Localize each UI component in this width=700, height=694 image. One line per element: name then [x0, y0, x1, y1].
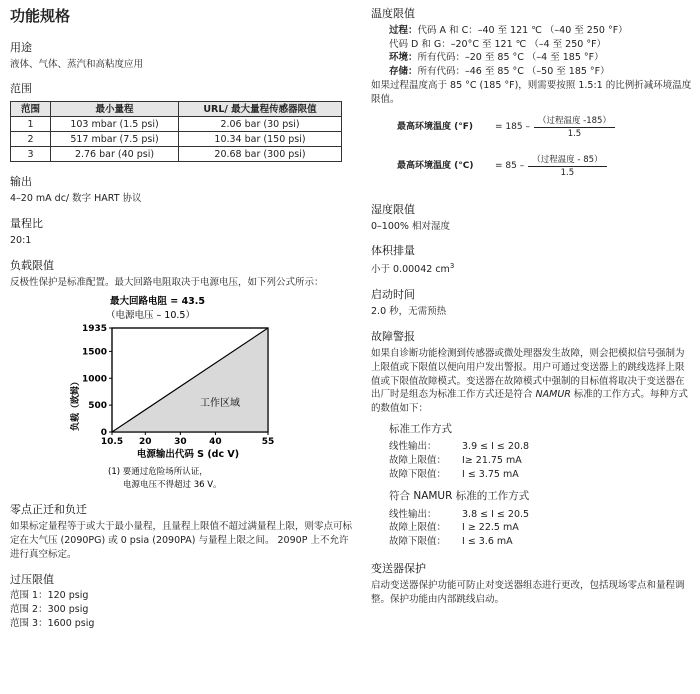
- formula-fahrenheit: [397, 115, 693, 141]
- x-tick-label: 20: [139, 436, 152, 447]
- x-tick-label: 55: [261, 436, 275, 447]
- mode-key: 故障下限值：: [389, 468, 447, 480]
- list-item: [389, 508, 693, 522]
- startup-text: 2.0 秒，无需预热: [371, 306, 447, 318]
- temp-storage-label: 存储：: [389, 66, 418, 78]
- load-chart-svg: [10, 294, 355, 494]
- list-item: [389, 521, 693, 535]
- y-tick-label: 1500: [81, 346, 107, 357]
- table-row: [11, 132, 342, 147]
- temp-storage-line: [371, 65, 693, 79]
- footnote-line2: 电源电压不得超过 36 V。: [123, 479, 222, 490]
- protection-heading: 变送器保护: [371, 561, 426, 575]
- mode-value: 3.9 ≤ I ≤ 20.8: [462, 441, 530, 453]
- table-cell: 10.34 bar (150 psi): [179, 132, 342, 147]
- mode-value: I≥ 21.75 mA: [462, 454, 522, 466]
- range-heading: 范围: [10, 82, 32, 96]
- startup-heading: 启动时间: [371, 288, 415, 302]
- temp-process-label: 过程：: [389, 24, 418, 36]
- mode-value: I ≤ 3.6 mA: [462, 536, 513, 548]
- turndown-text: 20:1: [10, 235, 32, 247]
- overpressure-line: 范围 1：120 psig: [10, 590, 89, 602]
- volume-text: 小于 0.00042 cm: [371, 264, 450, 276]
- mode-value: 3.8 ≤ I ≤ 20.5: [462, 508, 530, 520]
- range-table-header: [11, 102, 342, 117]
- formula-f-numerator: （过程温度 -185）: [534, 115, 615, 128]
- table-cell: 2.06 bar (30 psi): [179, 117, 342, 132]
- temp-process-text: 代码 A 和 C：–40 至 121 ℃ （–40 至 250 °F）: [417, 24, 628, 36]
- temperature-heading: 温度限值: [371, 7, 415, 20]
- mode-key: 故障下限值：: [389, 536, 447, 548]
- overpressure-heading: 过压限值: [10, 572, 54, 586]
- y-tick-label: 500: [88, 400, 107, 411]
- right-column: [371, 6, 693, 606]
- temp-ambient-text: 所有代码：–20 至 85 °C （–4 至 185 °F）: [417, 52, 604, 64]
- table-row: [11, 117, 342, 132]
- standard-mode-title: 标准工作方式: [389, 422, 452, 435]
- x-tick-label: 30: [174, 436, 187, 447]
- left-column: [10, 6, 355, 631]
- temp-process-line: [371, 24, 693, 38]
- failure-heading: 故障警报: [371, 330, 415, 344]
- page-title: 功能规格: [10, 7, 71, 25]
- formula-c-denominator: 1.5: [560, 168, 575, 179]
- y-axis-label: 负载（欧姆）: [71, 376, 81, 431]
- usage-text: 液体、气体、蒸汽和高粘度应用: [10, 58, 144, 70]
- formula-celsius: [397, 154, 693, 180]
- volume-line: [371, 261, 693, 277]
- range-table: [10, 101, 342, 162]
- footnote-line1: (1) 要通过危险场所认证，: [108, 466, 208, 477]
- load-formula-line2: （电源电压 – 10.5）: [106, 309, 195, 321]
- load-text: 反极性保护是标准配置。最大回路电阻取决于电源电压，如下列公式所示：: [10, 276, 324, 288]
- formula-f-denominator: 1.5: [567, 128, 582, 139]
- mode-key: 故障上限值：: [389, 522, 447, 534]
- temp-ambient-label: 环境：: [389, 52, 418, 64]
- table-cell: 1: [11, 117, 51, 132]
- table-cell: 103 mbar (1.5 psi): [51, 117, 179, 132]
- formula-c-label: 最高环境温度 (°C): [397, 161, 474, 172]
- formula-c-prefix: = 85 –: [495, 161, 525, 172]
- formula-c-numerator: （过程温度 - 85）: [528, 154, 606, 167]
- volume-sup: 3: [449, 262, 455, 271]
- range-col-header: URL/ 最大量程传感器限值: [179, 102, 342, 117]
- usage-heading: 用途: [10, 40, 32, 54]
- load-heading: 负载限值: [10, 258, 54, 272]
- temp-ambient-line: [371, 51, 693, 65]
- temp-storage-text: 所有代码：–46 至 85 °C （–50 至 185 °F）: [417, 66, 610, 78]
- region-label: 工作区域: [200, 397, 240, 409]
- list-item: [389, 440, 693, 454]
- table-cell: 517 mbar (7.5 psi): [51, 132, 179, 147]
- list-item: [389, 468, 693, 482]
- table-cell: 3: [11, 147, 51, 162]
- x-axis-label: 电源输出代码 S (dc V): [136, 448, 240, 460]
- humidity-text: 0–100% 相对湿度: [371, 220, 450, 232]
- turndown-heading: 量程比: [10, 217, 43, 231]
- formula-f-fraction: [534, 115, 615, 141]
- zero-text: 如果标定量程等于或大于最小量程，且量程上限值不超过满量程上限，则零点可标定在大气压 (2090PG) 或 0 psia (2090PA) 与量程上限之间。 2090P 上不允许进行真空标定。: [10, 521, 353, 560]
- failure-text: [371, 347, 693, 416]
- mode-value: I ≤ 3.75 mA: [462, 468, 519, 480]
- overpressure-line: 范围 3：1600 psig: [10, 617, 95, 629]
- y-tick-label: 1000: [81, 373, 107, 384]
- table-cell: 2.76 bar (40 psi): [51, 147, 179, 162]
- failure-text-namur: NAMUR: [535, 389, 571, 401]
- load-formula-line1: 最大回路电阻 = 43.5: [110, 295, 206, 307]
- output-text: 4–20 mA dc/ 数字 HART 协议: [10, 193, 142, 205]
- range-col-header: 范围: [11, 102, 51, 117]
- y-tick-label: 1935: [81, 323, 107, 334]
- mode-key: 线性输出：: [389, 508, 437, 520]
- namur-mode-title: 符合 NAMUR 标准的工作方式: [389, 490, 530, 503]
- table-cell: 20.68 bar (300 psi): [179, 147, 342, 162]
- list-item: [389, 535, 693, 549]
- formula-c-fraction: [528, 154, 606, 180]
- y-tick-label: 0: [100, 427, 107, 438]
- mode-key: 故障上限值：: [389, 454, 447, 466]
- temp-process2-text: 代码 D 和 G：–20°C 至 121 ℃ （–4 至 250 °F）: [389, 38, 607, 50]
- volume-heading: 体积排量: [371, 244, 415, 258]
- table-row: [11, 147, 342, 162]
- output-heading: 输出: [10, 175, 32, 189]
- table-cell: 2: [11, 132, 51, 147]
- humidity-heading: 湿度限值: [371, 202, 415, 216]
- load-chart: [10, 294, 355, 499]
- protection-text: 启动变送器保护功能可防止对变送器组态进行更改，包括现场零点和量程调整。保护功能由内部跳线启动。: [371, 579, 685, 605]
- overpressure-line: 范围 2：300 psig: [10, 604, 89, 616]
- zero-heading: 零点正迁和负迁: [10, 503, 87, 517]
- range-col-header: 最小量程: [51, 102, 179, 117]
- formula-f-label: 最高环境温度 (°F): [397, 121, 474, 132]
- temp-note: 如果过程温度高于 85 °C (185 °F)，则需要按照 1.5:1 的比例折减环境温度限值。: [371, 80, 692, 105]
- temp-process2-line: [371, 38, 693, 52]
- mode-key: 线性输出：: [389, 441, 437, 453]
- mode-value: I ≥ 22.5 mA: [462, 522, 519, 534]
- list-item: [389, 454, 693, 468]
- x-tick-label: 40: [209, 436, 222, 447]
- x-tick-label: 10.5: [100, 436, 124, 447]
- formula-f-prefix: = 185 –: [495, 121, 530, 132]
- failure-text-a: 如果自诊断功能检测到传感器或微处理器发生故障，则会把模拟信号强制为上限值或下限值以便向用户发出警报。用户可通过变送器上的跳线选择上限值或下限值故障模式。变送器在故障模式中强制的目标值将取决于变送器在出厂时是组态为标准工作方式还是符合: [371, 347, 685, 401]
- chart-plot-area: [82, 324, 274, 447]
- failure-text-b: 标准的工作方式。每种方式的数值如下：: [371, 389, 688, 415]
